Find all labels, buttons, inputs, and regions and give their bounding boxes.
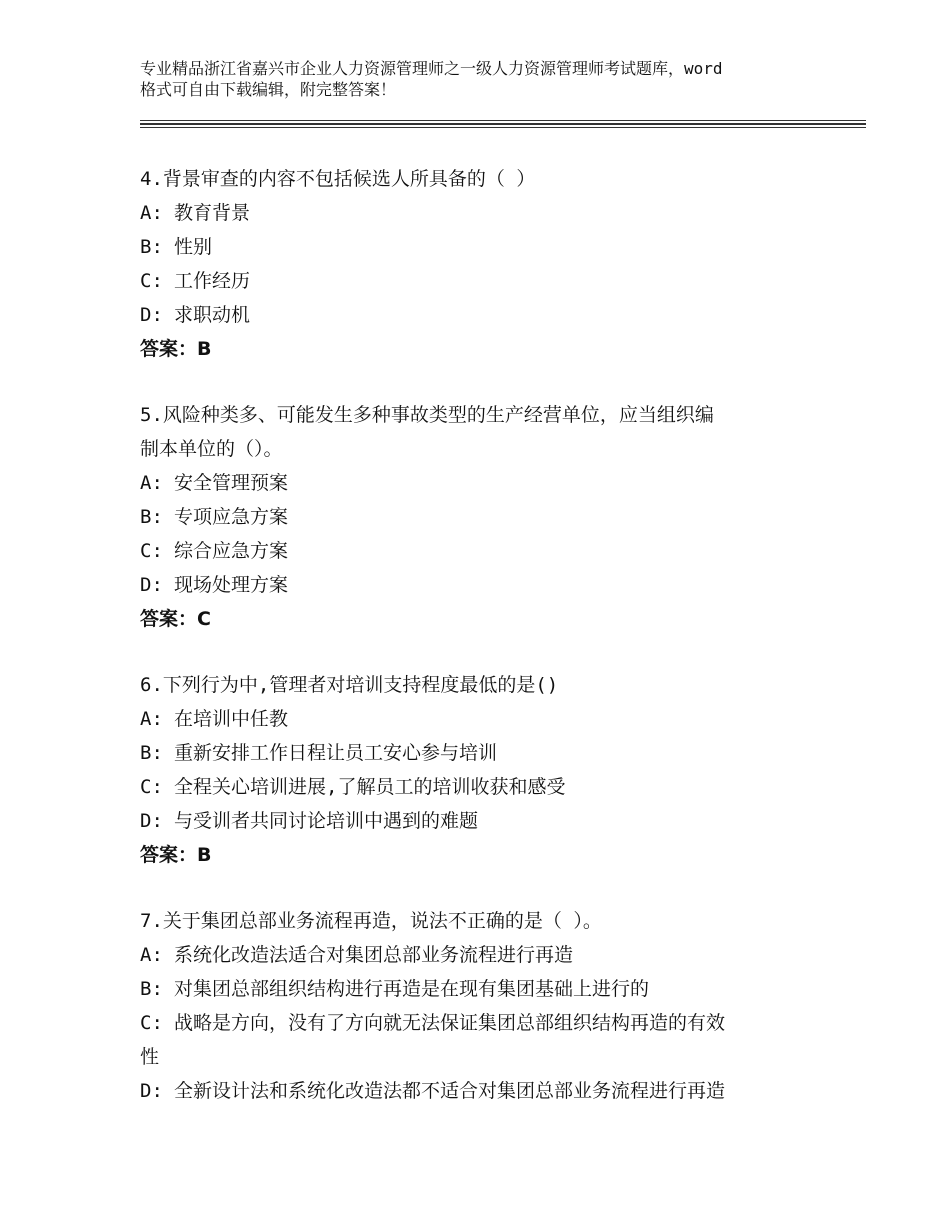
option-text: 教育背景 (174, 202, 251, 224)
option-text: 全新设计法和系统化改造法都不适合对集团总部业务流程进行再造 (174, 1080, 726, 1102)
answer-line (140, 838, 820, 872)
option-c (140, 770, 820, 804)
answer-line (140, 332, 820, 366)
option-b (140, 972, 820, 1006)
option-c-continued: 性 (140, 1046, 160, 1068)
option-letter: A: (140, 708, 163, 730)
option-b (140, 736, 820, 770)
option-b (140, 500, 820, 534)
answer-label: 答案： (140, 608, 198, 630)
answer-line (140, 602, 820, 636)
option-text: 战略是方向，没有了方向就无法保证集团总部组织结构再造的有效 (174, 1012, 726, 1034)
question-stem-continued: 制本单位的（）。 (140, 438, 283, 460)
answer-value: B (197, 844, 212, 866)
question-4 (140, 162, 820, 366)
option-text: 综合应急方案 (174, 540, 289, 562)
answer-value: B (197, 338, 212, 360)
document-header (140, 58, 840, 100)
question-list (140, 162, 820, 1140)
option-a (140, 938, 820, 972)
option-letter: C: (140, 1012, 163, 1034)
option-letter: B: (140, 236, 163, 258)
option-c (140, 534, 820, 568)
option-text: 在培训中任教 (174, 708, 289, 730)
option-letter: B: (140, 978, 163, 1000)
header-divider-top (140, 120, 866, 121)
option-text: 系统化改造法适合对集团总部业务流程进行再造 (174, 944, 574, 966)
option-d (140, 568, 820, 602)
option-letter: D: (140, 574, 163, 596)
option-text: 专项应急方案 (174, 506, 289, 528)
answer-label: 答案： (140, 844, 198, 866)
option-text: 全程关心培训进展,了解员工的培训收获和感受 (174, 776, 566, 798)
question-7 (140, 904, 820, 1108)
option-text: 重新安排工作日程让员工安心参与培训 (174, 742, 498, 764)
option-text: 性别 (174, 236, 213, 258)
option-d (140, 804, 820, 838)
option-letter: B: (140, 742, 163, 764)
option-letter: C: (140, 270, 163, 292)
option-a (140, 196, 820, 230)
option-text: 求职动机 (174, 304, 251, 326)
option-letter: C: (140, 776, 163, 798)
option-c (140, 264, 820, 298)
option-a (140, 466, 820, 500)
header-line-1: 专业精品浙江省嘉兴市企业人力资源管理师之一级人力资源管理师考试题库，word (140, 59, 723, 78)
option-b (140, 230, 820, 264)
question-stem: 4.背景审查的内容不包括候选人所具备的（ ） (140, 168, 536, 190)
option-letter: D: (140, 304, 163, 326)
answer-label: 答案： (140, 338, 198, 360)
answer-value: C (197, 608, 211, 630)
header-divider-bottom (140, 127, 866, 128)
option-text: 对集团总部组织结构进行再造是在现有集团基础上进行的 (174, 978, 650, 1000)
header-divider-middle (140, 123, 866, 125)
option-letter: C: (140, 540, 163, 562)
option-text: 现场处理方案 (174, 574, 289, 596)
option-a (140, 702, 820, 736)
option-d (140, 1074, 820, 1108)
option-text: 工作经历 (174, 270, 251, 292)
question-stem: 6.下列行为中,管理者对培训支持程度最低的是() (140, 674, 559, 696)
option-letter: A: (140, 472, 163, 494)
question-stem: 7.关于集团总部业务流程再造，说法不正确的是（ ）。 (140, 910, 602, 932)
option-letter: B: (140, 506, 163, 528)
option-letter: A: (140, 944, 163, 966)
header-line-2: 格式可自由下载编辑，附完整答案！ (140, 80, 397, 99)
option-text: 安全管理预案 (174, 472, 289, 494)
option-letter: D: (140, 1080, 163, 1102)
question-5 (140, 398, 820, 636)
question-6 (140, 668, 820, 872)
option-d (140, 298, 820, 332)
option-letter: A: (140, 202, 163, 224)
question-stem: 5.风险种类多、可能发生多种事故类型的生产经营单位，应当组织编 (140, 404, 714, 426)
option-letter: D: (140, 810, 163, 832)
option-text: 与受训者共同讨论培训中遇到的难题 (174, 810, 479, 832)
option-c (140, 1006, 820, 1040)
